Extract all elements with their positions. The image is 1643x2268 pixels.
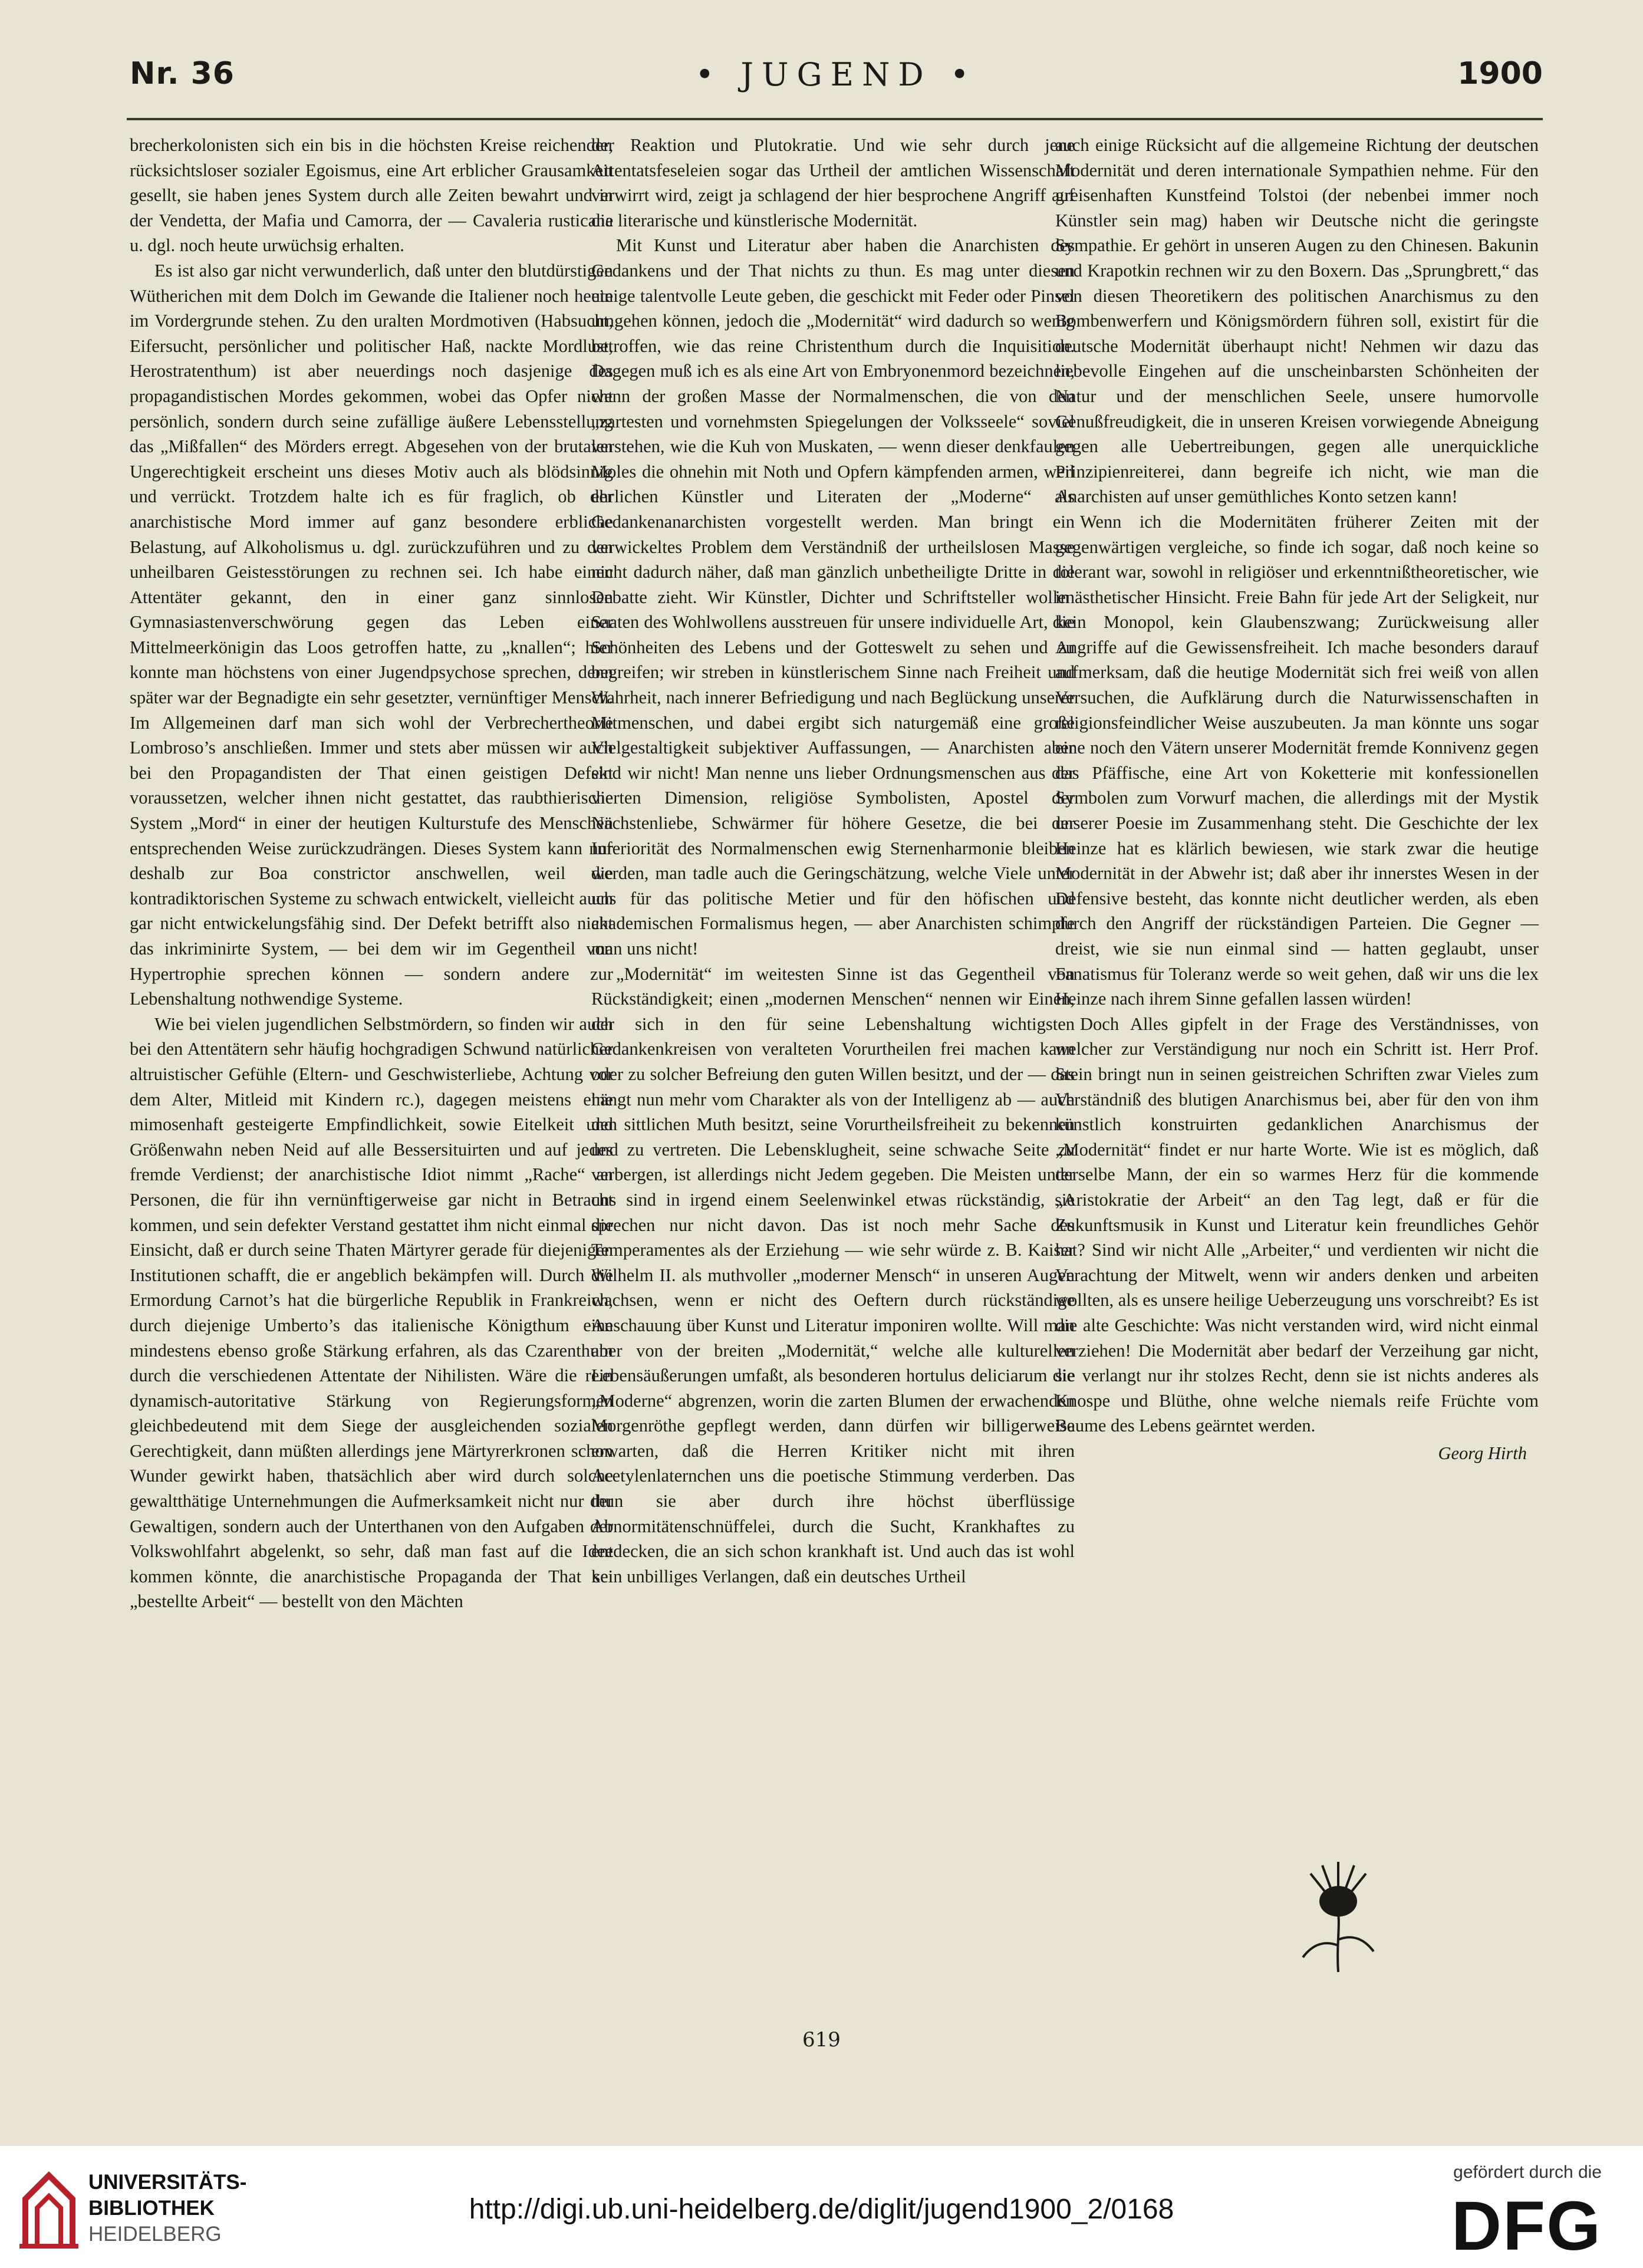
page-number: 619 [802, 2028, 841, 2052]
journal-title: • JUGEND • [695, 56, 977, 93]
digitization-footer [0, 2146, 1643, 2268]
paragraph: der Reaktion und Plutokratie. Und wie sehr durch jene Attentatsfeseleien sogar das Urtheil der amtlichen Wissenschaft verwirrt wird, zeigt ja schlagend der hier besprochene Angriff auf die literarische und künstlerische Modernität. [591, 135, 1075, 231]
paragraph: auch einige Rücksicht auf die allgemeine Richtung der deutschen Modernität und deren internationale Sympathien nehme. Für den greisenhaften Kunstfeind Tolstoi (der nebenbei immer noch Künstler sein mag) haben wir Deutsche nicht die geringste Sympathie. Er gehört in unseren Augen zu den Chinesen. Bakunin und Krapotkin rechnen wir zu den Boxern. Das „Sprungbrett,“ das von diesen Theoretikern des politischen Anarchismus zu den Bombenwerfern und Königsmördern führen soll, existirt für die deutsche Modernität überhaupt nicht! Nehmen wir dazu das liebevolle Eingehen auf die unscheinbarsten Schönheiten der Natur und der menschlichen Seele, unsere humorvolle Genußfreudigkeit, die in unseren Kreisen vorwiegende Abneigung gegen alle Uebertreibungen, gegen alle unerquickliche Prinzipienreiterei, dann begreife ich nicht, wie man die Anarchisten auf unser gemüthliches Konto setzen kann! [1055, 135, 1539, 507]
paragraph: Mit Kunst und Literatur aber haben die Anarchisten des Gedankens und der That nichts zu thun. Es mag unter diesen einige talentvolle Leute geben, die geschickt mit Feder oder Pinsel umgehen können, jedoch die „Modernität“ wird dadurch so wenig betroffen, wie das reine Christenthum durch die Inquisition. Dagegen muß ich es als eine Art von Embryonenmord bezeichnen, wenn der großen Masse der Normalmenschen, die von den „zartesten und vornehmsten Spiegelungen der Volksseele“ soviel verstehen, wie die Kuh von Muskaten, — wenn dieser denkfaulen Moles die ohnehin mit Noth und Opfern kämpfenden armen, weil ehrlichen Künstler und Literaten der „Moderne“ als Gedankenanarchisten vorgestellt werden. Man bringt ein verwickeltes Problem dem Verständniß der urtheilslosen Masse nicht dadurch näher, daß man gänzlich unbetheiligte Dritte in die Debatte zieht. Wir Künstler, Dichter und Schriftsteller wollen Saaten des Wohlwollens ausstreuen für unsere individuelle Art, die Schönheiten des Lebens und der Gotteswelt zu sehen und zu begreifen; wir streben in künstlerischem Sinne nach Freiheit und Wahrheit, nach innerer Befriedigung und nach Beglückung unserer Mitmenschen, und dabei ergibt sich naturgemäß eine große Vielgestaltigkeit subjektiver Auffassungen, — Anarchisten aber sind wir nicht! Man nenne uns lieber Ordnungsmenschen aus der vierten Dimension, religiöse Symbolisten, Apostel der Nächstenliebe, Schwärmer für höhere Gesetze, die bei der Inferiorität des Normalmenschen ewig Sternenharmonie bleiben werden, man tadle auch die Geringschätzung, welche Viele unter uns für das politische Metier und für den höfischen und akademischen Formalismus hegen, — aber Anarchisten schimpfe man uns nicht! [591, 235, 1075, 959]
dfg-logo: DFG [1451, 2187, 1602, 2265]
paragraph: brecherkolonisten sich ein bis in die höchsten Kreise reichender, rücksichtsloser sozialer Egoismus, eine Art erblicher Grausamkeit gesellt, sie haben jenes System durch alle Zeiten bewahrt und in der Vendetta, der Mafia und Camorra, der — Cavaleria rusticana u. dgl. noch heute urwüchsig erhalten. [130, 135, 613, 256]
sponsor-caption: gefördert durch die [1453, 2162, 1602, 2182]
author-signature: Georg Hirth [1438, 1443, 1527, 1463]
text-column-2 [591, 133, 1075, 1589]
library-line-2: BIBLIOTHEK [88, 2197, 215, 2220]
library-line-3: HEIDELBERG [88, 2223, 222, 2246]
source-url[interactable]: http://digi.ub.uni-heidelberg.de/diglit/jugend1900_2/0168 [469, 2194, 1174, 2225]
page-header [130, 56, 1543, 103]
paragraph: Wenn ich die Modernitäten früherer Zeiten mit der gegenwärtigen vergleiche, so finde ich sogar, daß noch keine so tolerant war, sowohl in religiöser und erkenntnißtheoretischer, wie in ästhetischer Hinsicht. Freie Bahn für jede Art der Seligkeit, nur kein Monopol, kein Glaubenszwang; Zurückweisung aller Angriffe auf die Gewissensfreiheit. Ich mache besonders darauf aufmerksam, daß die heutige Modernität sich frei weiß von allen Versuchen, die Aufklärung durch die Naturwissenschaften in religionsfeindlicher Weise auszubeuten. Ja man könnte uns sogar eine noch den Vätern unserer Modernität fremde Konnivenz gegen das Pfäffische, eine Art von Koketterie mit konfessionellen Symbolen zum Vorwurf machen, die allerdings mit der Mystik unserer Poesie im Zusammenhang steht. Die Geschichte der lex Heinze hat es klärlich bewiesen, wie stark zwar die heutige Modernität in der Abwehr ist; daß aber ihr innerstes Wesen in der Defensive besteht, das konnte nicht deutlicher werden, als eben durch den Angriff der rückständigen Parteien. Die Gegner — dreist, wie sie nun einmal sind — hatten geglaubt, unser Fanatismus für Toleranz werde so weit gehen, daß wir uns die lex Heinze nach ihrem Sinne gefallen lassen würden! [1055, 511, 1539, 1009]
header-rule [127, 118, 1543, 120]
thistle-ornament-icon [1294, 1857, 1382, 1975]
text-column-3 [1055, 133, 1539, 1466]
paragraph: Es ist also gar nicht verwunderlich, daß unter den blutdürstigen Wütherichen mit dem Dolch im Gewande die Italiener noch heute im Vordergrunde stehen. Zu den uralten Mordmotiven (Habsucht, Eifersucht, persönlicher und politischer Haß, nackte Mordlust, Herostratenthum) ist aber neuerdings noch dasjenige des propagandistischen Mordes gekommen, wobei das Opfer nicht persönlich, sondern durch seine zufällige äußere Lebensstellung das „Mißfallen“ des Mörders erregt. Abgesehen von der brutalen Ungerechtigkeit erscheint uns dieses Motiv auch als blödsinnig und verrückt. Trotzdem halte ich es für fraglich, ob der anarchistische Mord immer auf ganz besondere erbliche Belastung, auf Alkoholismus u. dgl. zurückzuführen und zu den unheilbaren Geistesstörungen zu rechnen sei. Ich habe einen Attentäter gekannt, den in einer ganz sinnlosen Gymnasiastenverschwörung gegen das Leben einer Mittelmeerkönigin das Loos getroffen hatte, zu „knallen“; hier konnte man höchstens von einer Jugendpsychose sprechen, denn später war der Begnadigte ein sehr gesetzter, vernünftiger Mensch. Im Allgemeinen darf man sich wohl der Verbrechertheorie Lombroso’s anschließen. Immer und stets aber müssen wir auch bei den Propagandisten der That einen geistigen Defekt voraussetzen, welcher ihnen nicht gestattet, das raubthierische System „Mord“ in einer der heutigen Kulturstufe des Menschen entsprechenden Weise zurückzudrängen. Dieses System kann nur deshalb zur Boa constrictor anschwellen, weil die kontradiktorischen Systeme zu schwach entwickelt, vielleicht auch gar nicht entwickelungsfähig sind. Der Defekt betrifft also nicht das inkriminirte System, — bei dem wir im Gegentheil von Hypertrophie sprechen können — sondern andere zur Lebenshaltung nothwendige Systeme. [130, 260, 613, 1009]
paragraph: Doch Alles gipfelt in der Frage des Verständnisses, von welcher zur Verständigung nur noch ein Schritt ist. Herr Prof. Stein bringt nun in seinen geistreichen Schriften zwar Vieles zum Verständniß des blutigen Anarchismus bei, aber für den von ihm künstlich konstruirten gedanklichen Anarchismus der „Modernität“ findet er nur harte Worte. Wie ist es möglich, daß derselbe Mann, der ein so warmes Herz für die kommende „Aristokratie der Arbeit“ an den Tag legt, daß er für die Zukunftsmusik in Kunst und Literatur kein freundliches Gehör hat? Sind wir nicht Alle „Arbeiter,“ und verdienten wir nicht die Verachtung der Mitwelt, wenn wir anders denken und arbeiten wollten, als es unsere heilige Ueberzeugung uns vorschreibt? Es ist die alte Geschichte: Was nicht verstanden wird, wird nicht einmal verziehen! Die Modernität aber bedarf der Verzeihung gar nicht, sie verlangt nur ihr stolzes Recht, denn sie ist nichts anderes als Knospe und Blüthe, ohne welche niemals reife Früchte vom Baume des Lebens geärntet werden. [1055, 1013, 1539, 1436]
paragraph: „Modernität“ im weitesten Sinne ist das Gegentheil von Rückständigkeit; einen „modernen Menschen“ nennen wir Einen, der sich in den für seine Lebenshaltung wichtigsten Gedankenkreisen von veralteten Vorurtheilen frei machen kann oder zu solcher Befreiung den guten Willen besitzt, und der — das hängt nun mehr vom Charakter als von der Intelligenz ab — auch den sittlichen Muth besitzt, seine Vorurtheilsfreiheit zu bekennen und zu vertreten. Die Lebensklugheit, seine schwache Seite zu verbergen, ist allerdings nicht Jedem gegeben. Die Meisten unter uns sind in irgend einem Seelenwinkel etwas rückständig, sie sprechen nur nicht davon. Das ist noch mehr Sache des Temperamentes als der Erziehung — wie sehr würde z. B. Kaiser Wilhelm II. als muthvoller „moderner Mensch“ in unseren Augen wachsen, wenn er nicht des Oeftern durch rückständige Anschauung über Kunst und Literatur imponiren wollte. Will man aber von der breiten „Modernität,“ welche alle kulturellen Lebensäußerungen umfaßt, als besonderen hortulus deliciarum die „Moderne“ abgrenzen, worin die zarten Blumen der erwachenden Morgenröthe gepflegt werden, dann dürfen wir billigerweise erwarten, daß die Herren Kritiker nicht mit ihren Acetylenlaternchen uns die poetische Stimmung verderben. Das thun sie aber durch ihre höchst überflüssige Abnormitätenschnüffelei, durch die Sucht, Krankhaftes zu entdecken, die an sich schon krankhaft ist. Und auch das ist wohl kein unbilliges Verlangen, daß ein deutsches Urtheil [591, 963, 1075, 1586]
paragraph: Wie bei vielen jugendlichen Selbstmördern, so finden wir auch bei den Attentätern sehr häufig hochgradigen Schwund natürlicher altruistischer Gefühle (Eltern- und Geschwisterliebe, Achtung vor dem Alter, Mitleid mit Kindern rc.), dagegen meistens eine mimosenhaft gesteigerte Empfindlichkeit, sowie Eitelkeit und Größenwahn neben Neid auf alle Bessersituirten und auf jedes fremde Verdienst; der anarchistische Idiot nimmt „Rache“ an Personen, die für ihn vernünftigerweise gar nicht in Betracht kommen, und sein defekter Verstand gestattet ihm nicht einmal die Einsicht, daß er durch seine Thaten Märtyrer gerade für diejenigen Institutionen schafft, die er angeblich bekämpfen will. Durch die Ermordung Carnot’s hat die bürgerliche Republik in Frankreich, durch diejenige Umberto’s das italienische Königthum eine mindestens ebenso große Stärkung erfahren, als das Czarenthum durch die verschiedenen Attentate der Nihilisten. Wäre die rein dynamisch-autoritative Stärkung von Regierungsformen gleichbedeutend mit dem Siege der ausgleichenden sozialen Gerechtigkeit, dann müßten allerdings jene Märtyrerkronen schon Wunder gewirkt haben, thatsächlich aber wird durch solche gewaltthätige Unternehmungen die Aufmerksamkeit nicht nur der Gewaltigen, sondern auch der Unterthanen von den Aufgaben der Volkswohlfahrt abgelenkt, so sehr, daß man fast auf die Idee kommen könnte, die anarchistische Propaganda der That sei „bestellte Arbeit“ — bestellt von den Mächten [130, 1013, 613, 1612]
issue-number: Nr. 36 [130, 56, 235, 91]
text-column-1 [130, 133, 613, 1614]
year: 1900 [1457, 56, 1543, 91]
library-line-1: UNIVERSITÄTS- [88, 2171, 247, 2194]
